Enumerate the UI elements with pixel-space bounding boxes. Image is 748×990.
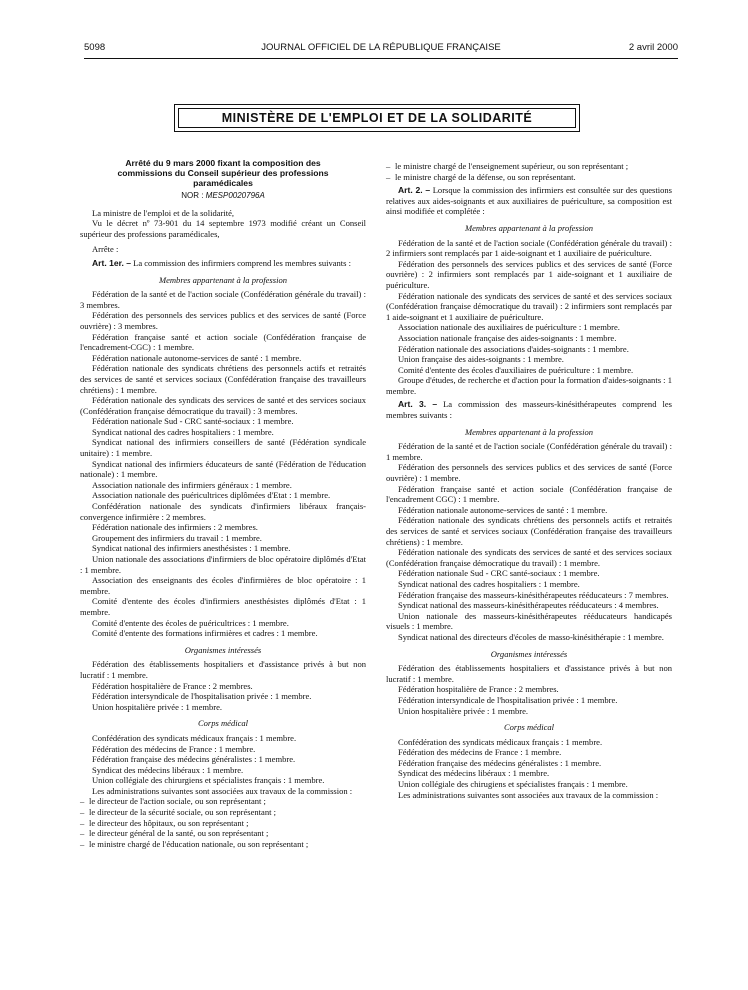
- list-item: Syndicat national des masseurs-kinésithérapeutes rééducateurs : 4 membres.: [398, 600, 659, 611]
- list-item: Syndicat national des infirmiers éducateurs de santé (Fédération de l'éducation nationale) : 1 membre.: [80, 458, 366, 480]
- list-item: Fédération nationale des syndicats des services de santé et des services sociaux (Confédération française démocratique du travail) : 1 membre.: [386, 547, 672, 568]
- list-item: Fédération française santé et action sociale (Confédération française de l'encadrement-CGC) : 1 membre.: [80, 331, 366, 353]
- list-item: Fédération intersyndicale de l'hospitalisation privée : 1 membre.: [92, 691, 312, 702]
- admin-list: [80, 796, 366, 849]
- list-item: Fédération nationale des infirmiers : 2 membres.: [92, 522, 258, 533]
- list-item: Association nationale des infirmiers généraux : 1 membre.: [92, 479, 292, 490]
- article-1-label: Art. 1er. –: [92, 257, 131, 268]
- list-item: Groupe d'études, de recherche et d'action pour la formation d'aides-soignants : 1 membre.: [386, 375, 672, 396]
- list-item: Fédération de la santé et de l'action sociale (Confédération générale du travail) : 3 membres.: [80, 289, 366, 310]
- section-heading: Membres appartenant à la profession: [464, 426, 594, 437]
- orgs-list: [80, 659, 366, 712]
- list-item: Fédération nationale autonome-services de santé : 1 membre.: [92, 352, 302, 363]
- nor-label: NOR :: [181, 191, 204, 200]
- list-item: Fédération hospitalière de France : 2 membres.: [92, 680, 253, 691]
- members-list: [80, 289, 366, 639]
- admin-list: [386, 161, 672, 182]
- list-item: Fédération nationale autonome-services de santé : 1 membre.: [398, 504, 608, 515]
- list-item: Comité d'entente des formations infirmières et cadres : 1 membre.: [92, 628, 318, 639]
- section-heading: Organismes intéressés: [184, 644, 262, 655]
- list-item: Confédération des syndicats médicaux français : 1 membre.: [92, 732, 297, 743]
- list-item: Fédération des personnels des services publics et des services de santé (Force ouvrière) : 3 membres.: [80, 310, 366, 331]
- list-item: Fédération des médecins de France : 1 membre.: [398, 747, 562, 758]
- admin-intro: Les administrations suivantes sont associées aux travaux de la commission :: [92, 785, 353, 796]
- arrete-label: Arrête :: [92, 244, 119, 255]
- list-item: Fédération nationale des syndicats des services de santé et des services sociaux (Confédération française démocratique du travail) : 2 infirmiers sont remplacés par 1 aide-soignant et 1 auxiliaire de puériculture.: [386, 290, 672, 322]
- list-item: Association nationale des puéricultrices diplômées d'Etat : 1 membre.: [92, 490, 331, 501]
- list-item: Fédération nationale Sud - CRC santé-sociaux : 1 membre.: [398, 568, 600, 579]
- article-2-text: Lorsque la commission des infirmiers est consultée sur des questions relatives aux aides-soignants et aux auxiliaires de puériculture, sa composition est ainsi modifiée et complétée :: [386, 185, 673, 217]
- admin-item: – le directeur de l'action sociale, ou son représentant ;: [80, 796, 366, 807]
- list-item: Fédération des personnels des services publics et des services de santé (Force ouvrière) : 2 infirmiers sont remplacés par 1 aide-soignant et 1 auxiliaire de puériculture.: [386, 258, 672, 290]
- list-item: Fédération de la santé et de l'action sociale (Confédération générale du travail) : 2 infirmiers sont remplacés par 1 aide-soignant et 1 auxiliaire de puériculture.: [386, 237, 672, 259]
- admin-item: – le directeur de la sécurité sociale, ou son représentant ;: [80, 807, 366, 818]
- list-item: Syndicat national des directeurs d'écoles de masso-kinésithérapie : 1 membre.: [398, 631, 664, 642]
- admin-item: – le ministre chargé de l'enseignement supérieur, ou son représentant ;: [386, 161, 672, 172]
- ministry-banner: MINISTÈRE DE L'EMPLOI ET DE LA SOLIDARITÉ: [174, 104, 580, 132]
- list-item: Fédération nationale des syndicats des services de santé et des services sociaux (Confédération française démocratique du travail) : 3 membres.: [80, 395, 366, 416]
- list-item: Syndicat national des cadres hospitaliers : 1 membre.: [92, 426, 274, 437]
- section-heading: Corps médical: [503, 722, 555, 733]
- nor-code: MESP0020796A: [205, 191, 265, 200]
- journal-title: JOURNAL OFFICIEL DE LA RÉPUBLIQUE FRANÇAISE: [261, 42, 501, 53]
- list-item: Syndicat national des infirmiers conseillers de santé (Fédération syndicale unitaire) : 1 membre.: [80, 437, 366, 459]
- section-heading: Corps médical: [197, 718, 249, 729]
- article-2-label: Art. 2. –: [398, 185, 431, 196]
- admin-item: – le ministre chargé de la défense, ou son représentant.: [386, 172, 672, 183]
- article-3-label: Art. 3. –: [398, 399, 438, 410]
- list-item: Fédération des médecins de France : 1 membre.: [92, 743, 256, 754]
- list-item: Union collégiale des chirurgiens et spécialistes français : 1 membre.: [92, 775, 325, 786]
- article-2: [386, 185, 672, 217]
- admin-item: – le directeur général de la santé, ou son représentant ;: [80, 828, 366, 839]
- list-item: Association nationale des auxiliaires de puériculture : 1 membre.: [398, 322, 620, 333]
- list-item: Syndicat des médecins libéraux : 1 membre.: [92, 764, 244, 775]
- page-number: 5098: [84, 42, 106, 53]
- list-item: Fédération des établissements hospitaliers et d'assistance privés à but non lucratif : 1 membre.: [386, 663, 672, 684]
- list-item: Fédération française des masseurs-kinésithérapeutes rééducateurs : 7 membres.: [398, 589, 669, 600]
- list-item: Confédération nationale des syndicats d'infirmiers libéraux français-convergence infirmière : 2 membres.: [80, 501, 366, 522]
- list-item: Fédération des personnels des services publics et des services de santé (Force ouvrière) : 1 membre.: [386, 462, 672, 484]
- corps-list: [80, 733, 366, 786]
- list-item: Union française des aides-soignants : 1 membre.: [398, 354, 564, 365]
- list-item: Syndicat national des infirmiers anesthésistes : 1 membre.: [92, 543, 291, 554]
- section-heading: Membres appartenant à la profession: [158, 274, 288, 285]
- intro-visa: Vu le décret nº 73-901 du 14 septembre 1973 modifié créant un Conseil supérieur des professions paramédicales,: [80, 218, 366, 239]
- admin-item: – le directeur des hôpitaux, ou son représentant ;: [80, 818, 366, 829]
- admin-intro: Les administrations suivantes sont associées aux travaux de la commission :: [398, 789, 659, 800]
- page-header: [84, 42, 678, 59]
- list-item: Fédération des établissements hospitaliers et d'assistance privés à but non lucratif : 1 membre.: [80, 659, 366, 680]
- corps-list: [386, 737, 672, 790]
- list-item: Fédération française des médecins généralistes : 1 membre.: [92, 754, 296, 765]
- right-column: [386, 161, 672, 800]
- decree-title: Arrêté du 9 mars 2000 fixant la composition des commissions du Conseil supérieur des professions paramédicales: [117, 158, 329, 188]
- admin-item: – le ministre chargé de l'éducation nationale, ou son représentant ;: [80, 839, 366, 850]
- section-heading: Organismes intéressés: [490, 648, 568, 659]
- list-item: Fédération française santé et action sociale (Confédération française de l'encadrement CGC) : 1 membre.: [386, 483, 672, 505]
- list-item: Confédération des syndicats médicaux français : 1 membre.: [398, 736, 603, 747]
- list-item: Union nationale des associations d'infirmiers de bloc opératoire diplômés d'Etat : 1 membre.: [80, 554, 366, 575]
- list-item: Fédération nationale des syndicats chrétiens des personnels actifs et retraités des services de santé et services sociaux (Confédération française des travailleurs chrétiens) : 1 membre.: [386, 515, 672, 547]
- list-item: Fédération nationale des associations d'aides-soignants : 1 membre.: [398, 343, 629, 354]
- list-item: Fédération française des médecins généralistes : 1 membre.: [398, 757, 602, 768]
- orgs-list: [386, 663, 672, 716]
- list-item: Groupement des infirmiers du travail : 1 membre.: [92, 532, 262, 543]
- list-item: Fédération hospitalière de France : 2 membres.: [398, 684, 559, 695]
- list-item: Union collégiale des chirugiens et spécialistes français : 1 membre.: [398, 779, 628, 790]
- list-item: Fédération nationale des syndicats chrétiens des personnels actifs et retraités des services de santé et services sociaux (Confédération française des travailleurs chrétiens) : 1 membre.: [80, 363, 366, 395]
- list-item: Association des enseignants des écoles d'infirmières de bloc opératoire : 1 membre.: [80, 575, 366, 596]
- intro-minister: La ministre de l'emploi et de la solidarité,: [92, 207, 235, 218]
- list-item: Comité d'entente des écoles de puéricultrices : 1 membre.: [92, 617, 289, 628]
- article-1-text: La commission des infirmiers comprend les membres suivants :: [133, 257, 352, 268]
- left-column: [80, 158, 366, 849]
- list-item: Association nationale française des aides-soignants : 1 membre.: [398, 332, 617, 343]
- list-item: Union hospitalière privée : 1 membre.: [398, 705, 529, 716]
- issue-date: 2 avril 2000: [628, 42, 678, 53]
- list-item: Comité d'entente des écoles d'infirmiers anesthésistes diplômés d'Etat : 1 membre.: [80, 596, 366, 617]
- list-item: Fédération de la santé et de l'action sociale (Confédération générale du travail) : 1 membre.: [386, 441, 672, 462]
- list-item: Syndicat des médecins libéraux : 1 membre.: [398, 768, 550, 779]
- list-item: Fédération intersyndicale de l'hospitalisation privée : 1 membre.: [398, 694, 618, 705]
- list-item: Union nationale des masseurs-kinésithérapeutes rééducateurs handicapés visuels : 1 membre.: [386, 610, 672, 632]
- list-item: Union hospitalière privée : 1 membre.: [92, 701, 223, 712]
- article-1: [80, 258, 366, 269]
- section-heading: Membres appartenant à la profession: [464, 222, 594, 233]
- nor-reference: [80, 191, 366, 202]
- list-item: Comité d'entente des écoles d'auxiliaires de puériculture : 1 membre.: [398, 364, 634, 375]
- article-3-text: La commission des masseurs-kinésithérapeutes comprend les membres suivants :: [386, 399, 672, 421]
- list-item: Fédération nationale Sud - CRC santé-sociaux : 1 membre.: [92, 416, 294, 427]
- members-list: [386, 441, 672, 642]
- article-3: [386, 399, 672, 420]
- list-item: Syndicat national des cadres hospitaliers : 1 membre.: [398, 578, 580, 589]
- members-list: [386, 238, 672, 397]
